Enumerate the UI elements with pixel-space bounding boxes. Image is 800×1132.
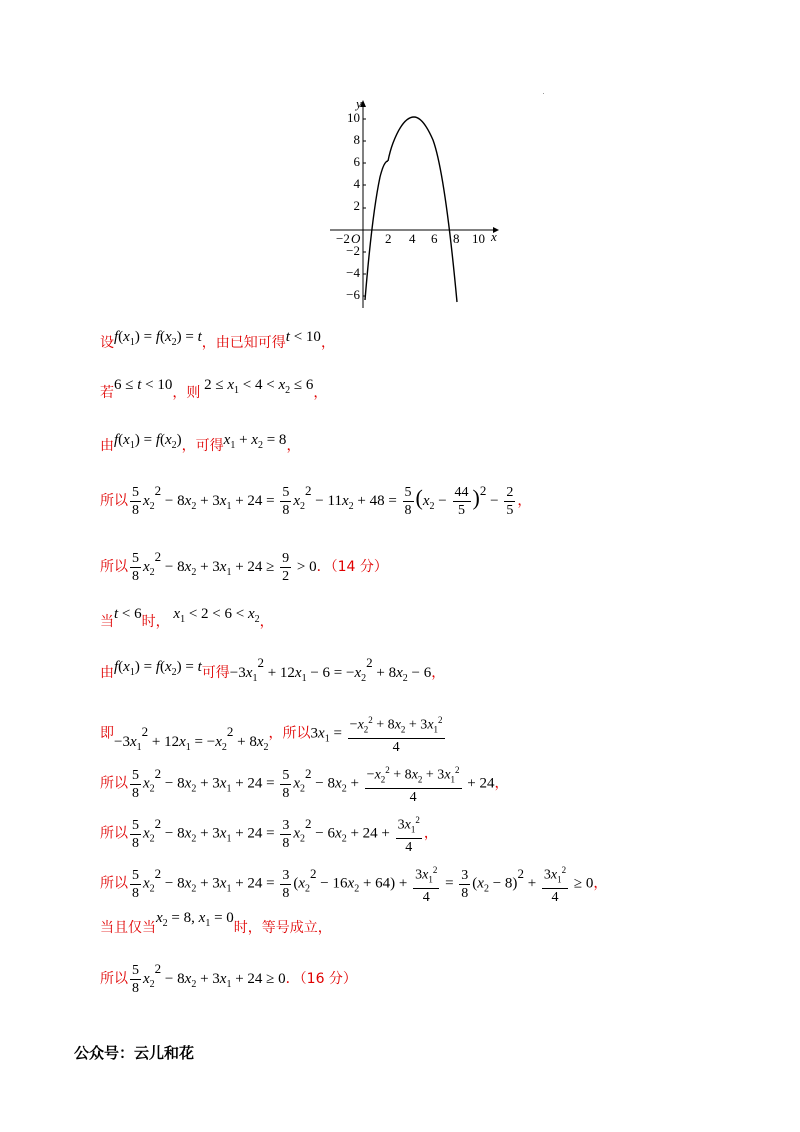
- solution-line-8: 即$-3x_12 + 12x_1 = -x_22 + 8x_2$，所以$3x_1$ = $\frac{-x_2^2 + 8x_2 + 3x_1^2}{4}$: [100, 712, 447, 756]
- y-tick: −6: [346, 287, 360, 302]
- x-tick: 2: [385, 231, 392, 246]
- solution-line-1: 设$f(x_1) = f(x_2) = t$，由已知可得t < 10，: [100, 329, 335, 351]
- x-tick: 8: [453, 231, 460, 246]
- solution-line-5: 所以 $\frac{5}{8}$ $x_22 - 8x_2 + 3x_1 + 24$ ≥ $\frac{9}{2}$ > 0．（14 分）: [100, 548, 388, 584]
- x-tick: 4: [409, 231, 416, 246]
- footer-wechat-account: 公众号：云儿和花: [74, 1044, 195, 1062]
- solution-line-9: 所以 $\frac{5}{8}$ $x_22 - 8x_2 + 3x_1 + 24$ = $\frac{5}{8}$ $x_22 - 8x_2$ + $\frac{-x_2^2 + 8x_2 + 3x_1^2}{4}$ + 24，: [100, 762, 509, 806]
- y-tick: 8: [353, 132, 360, 147]
- curve-parabola-branch: [388, 117, 457, 302]
- x-tick: −2: [336, 231, 350, 246]
- y-tick: −2: [346, 243, 360, 258]
- solution-line-13: 所以 $\frac{5}{8}$ $x_22 - 8x_2 + 3x_1 + 24 \ge 0$．（16 分）: [100, 960, 357, 996]
- y-tick: 6: [353, 154, 360, 169]
- function-graph: [325, 95, 505, 310]
- solution-line-4: 所以 $\frac{5}{8}$ $x_22 - 8x_2 + 3x_1 + 24$ = $\frac{5}{8}$ $x_22 - 11x_2 + 48$ = $\frac{5}{8}$ ($x_2$ − $\frac{44}{5}$ )2 − $\frac{2}{5}$ ，: [100, 482, 532, 518]
- solution-line-3: 由$f(x_1) = f(x_2)$，可得$x_1 + x_2 = 8$，: [100, 432, 301, 454]
- x-tick: 10: [472, 231, 485, 246]
- y-axis-label: y: [356, 96, 362, 111]
- x-axis-label: x: [491, 229, 497, 244]
- solution-line-10: 所以 $\frac{5}{8}$ $x_22 - 8x_2 + 3x_1 + 24$ = $\frac{3}{8}$ $x_22 - 6x_2 + 24$ + $\frac{3x_1^2}{4}$ ，: [100, 812, 438, 856]
- y-tick-labels: [346, 110, 360, 302]
- stray-dot: [543, 93, 544, 94]
- y-tick: 10: [347, 110, 360, 125]
- y-tick: 2: [353, 198, 360, 213]
- solution-line-7: 由$f(x_1) = f(x_2) = t$可得$-3x_12 + 12x_1 - 6 = -x_22 + 8x_2 - 6$，: [100, 655, 446, 684]
- solution-line-12: 当且仅当$x_2 = 8$, $x_1 = 0$时，等号成立，: [100, 910, 332, 936]
- y-tick: −4: [346, 265, 360, 280]
- solution-line-11: 所以 $\frac{5}{8}$ $x_22 - 8x_2 + 3x_1 + 24$ = $\frac{3}{8}$ $(x_22 - 16x_2 + 64)$ + $\frac{3x_1^2}{4}$ = $\frac{3}{8}$ $(x_2 - 8)2$ + $\frac{3x_1^2}{4}$ ≥ 0，: [100, 862, 607, 906]
- x-tick: 6: [431, 231, 438, 246]
- y-tick: 4: [353, 176, 360, 191]
- solution-line-6: 当t < 6时， $x_1 < 2 < 6 < x_2$，: [100, 606, 274, 630]
- origin-label: O: [351, 231, 361, 246]
- solution-line-2: 若6 ≤ t < 10，则 $2 \le x_1 < 4 < x_2 \le 6$，: [100, 377, 328, 401]
